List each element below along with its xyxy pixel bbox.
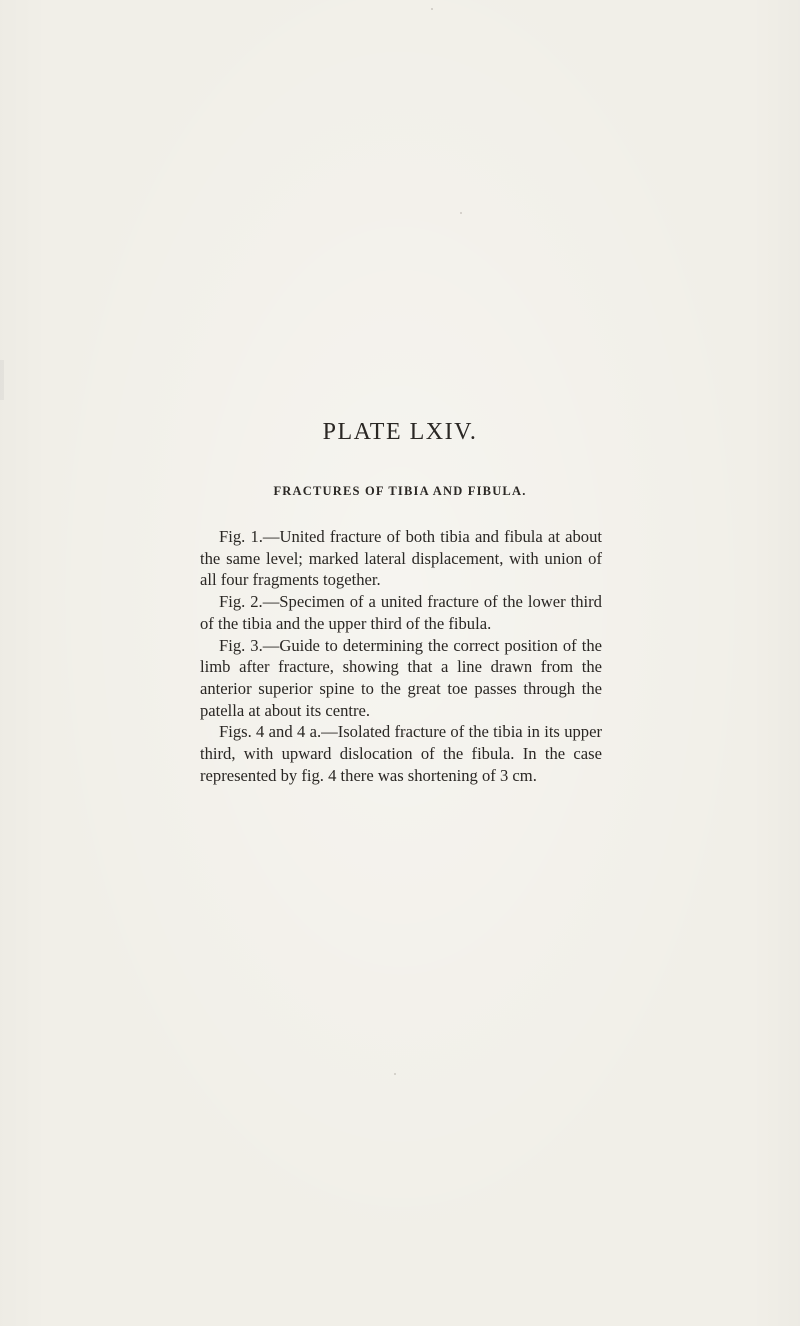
plate-subtitle: FRACTURES OF TIBIA AND FIBULA. bbox=[273, 484, 527, 498]
scan-speck bbox=[431, 8, 433, 10]
caption-label: Fig. 2. bbox=[219, 592, 263, 612]
caption-label: Figs. 4 and 4 a. bbox=[219, 722, 322, 742]
caption-text: —Specimen of a united fracture of the lower third of the tibia and the upper third of the fibula. bbox=[200, 592, 602, 633]
caption-fig-3 bbox=[200, 635, 602, 722]
caption-text: —Isolated fracture of the tibia in its upper third, with upward dislocation of the fibula. In the case represented by fig. 4 there was shortening of 3 cm. bbox=[200, 722, 602, 785]
caption-label: Fig. 3. bbox=[219, 635, 263, 655]
caption-label: Fig. 1. bbox=[219, 527, 263, 546]
caption-fig-1 bbox=[200, 526, 602, 591]
page-edge-shadow bbox=[0, 360, 4, 400]
caption-fig-4 bbox=[200, 721, 602, 786]
caption-text: —United fracture of both tibia and fibula at about the same level; marked lateral displacement, with union of all four fragments together. bbox=[200, 527, 602, 590]
caption-fig-2 bbox=[200, 591, 602, 634]
scan-speck bbox=[460, 212, 462, 214]
plate-title: PLATE LXIV. bbox=[322, 419, 478, 445]
figure-captions bbox=[200, 526, 602, 786]
scan-speck bbox=[394, 1073, 396, 1075]
caption-text: —Guide to determining the correct position of the limb after fracture, showing that a line drawn from the anterior superior spine to the great toe passes through the patella at about its centre. bbox=[200, 635, 602, 720]
